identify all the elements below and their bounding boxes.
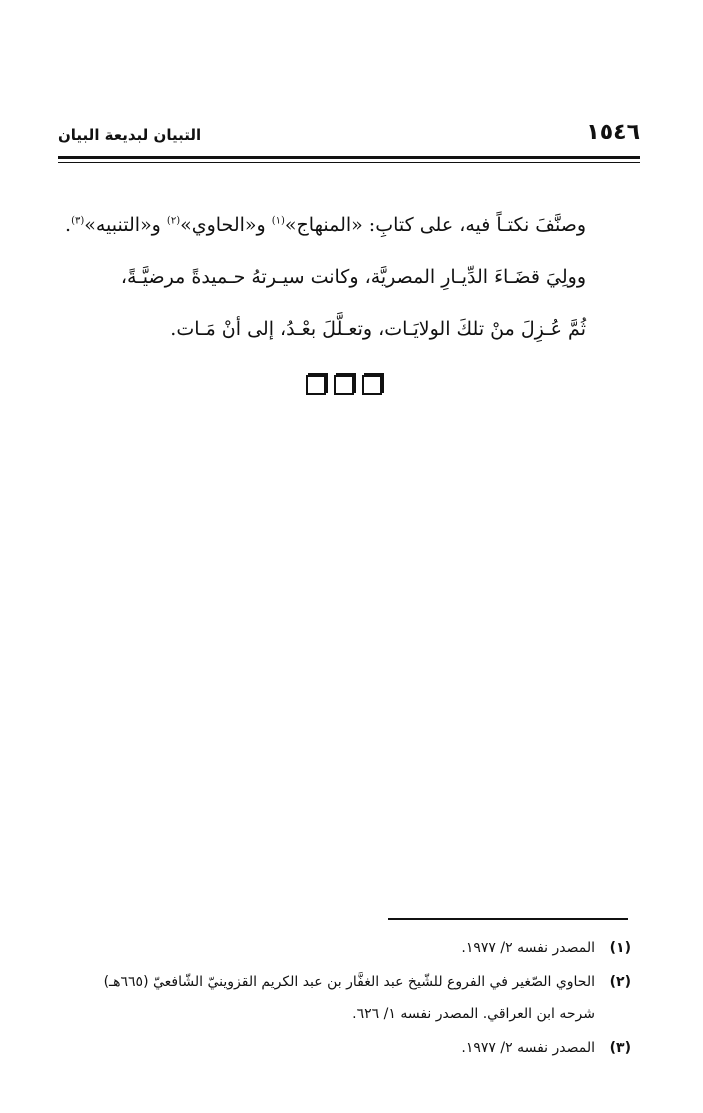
footnote-separator [388, 918, 628, 920]
footnote-2-continuation: شرحه ابن العراقي. المصدر نفسه ١/ ٦٢٦. [352, 1006, 595, 1022]
footnote-number: (١) [609, 940, 631, 956]
body-line-1-text-b: و«الحاوي» [180, 214, 272, 236]
header-rule-thin [58, 162, 640, 163]
body-text [65, 205, 586, 361]
footnotes [56, 932, 631, 1064]
footnote-text: الحاوي الصّغير في الفروع للشّيخ عبد الغفَّار بن عبد الكريم القزوينيّ الشّافعيّ (٦٦٥هـ) [103, 974, 595, 990]
footnote-text: المصدر نفسه ٢/ ١٩٧٧. [461, 940, 595, 956]
page-number: ١٥٤٦ [586, 120, 640, 145]
ornament-box-icon [334, 375, 354, 395]
footnote-number: (٢) [609, 974, 631, 990]
body-line-1-end: . [65, 214, 72, 236]
footnote-3 [56, 1032, 631, 1064]
footnote-number: (٣) [609, 1040, 631, 1056]
body-line-1 [65, 205, 586, 257]
three-boxes-ornament-icon [306, 375, 382, 395]
footnote-ref-2: (٢) [166, 215, 181, 227]
footnote-ref-3: (٣) [71, 215, 85, 227]
body-line-1-text-c: و«التنبيه» [84, 214, 167, 236]
page-header [58, 112, 640, 154]
footnote-ref-1: (١) [271, 215, 285, 227]
body-line-2: وولِيَ قضَـاءَ الدِّيـارِ المصريَّة، وكانت سيـرتهُ حـميدةً مرضيَّـةً، [120, 266, 586, 288]
footnote-1 [56, 932, 631, 966]
body-line-3: ثُمَّ عُـزِلَ منْ تلكَ الولايَـات، وتعـلَّلَ بعْـدُ، إلى أنْ مَـات. [170, 318, 586, 340]
body-line-1-text: وصنَّفَ نكتـاً فيه، على كتابِ: «المنهاج» [284, 214, 586, 236]
running-title: التبيان لبديعة البيان [58, 126, 202, 144]
ornament-box-icon [362, 375, 382, 395]
header-rule-thick [58, 156, 640, 159]
footnote-text: المصدر نفسه ٢/ ١٩٧٧. [461, 1040, 595, 1056]
footnote-2 [56, 966, 631, 998]
ornament-box-icon [306, 375, 326, 395]
